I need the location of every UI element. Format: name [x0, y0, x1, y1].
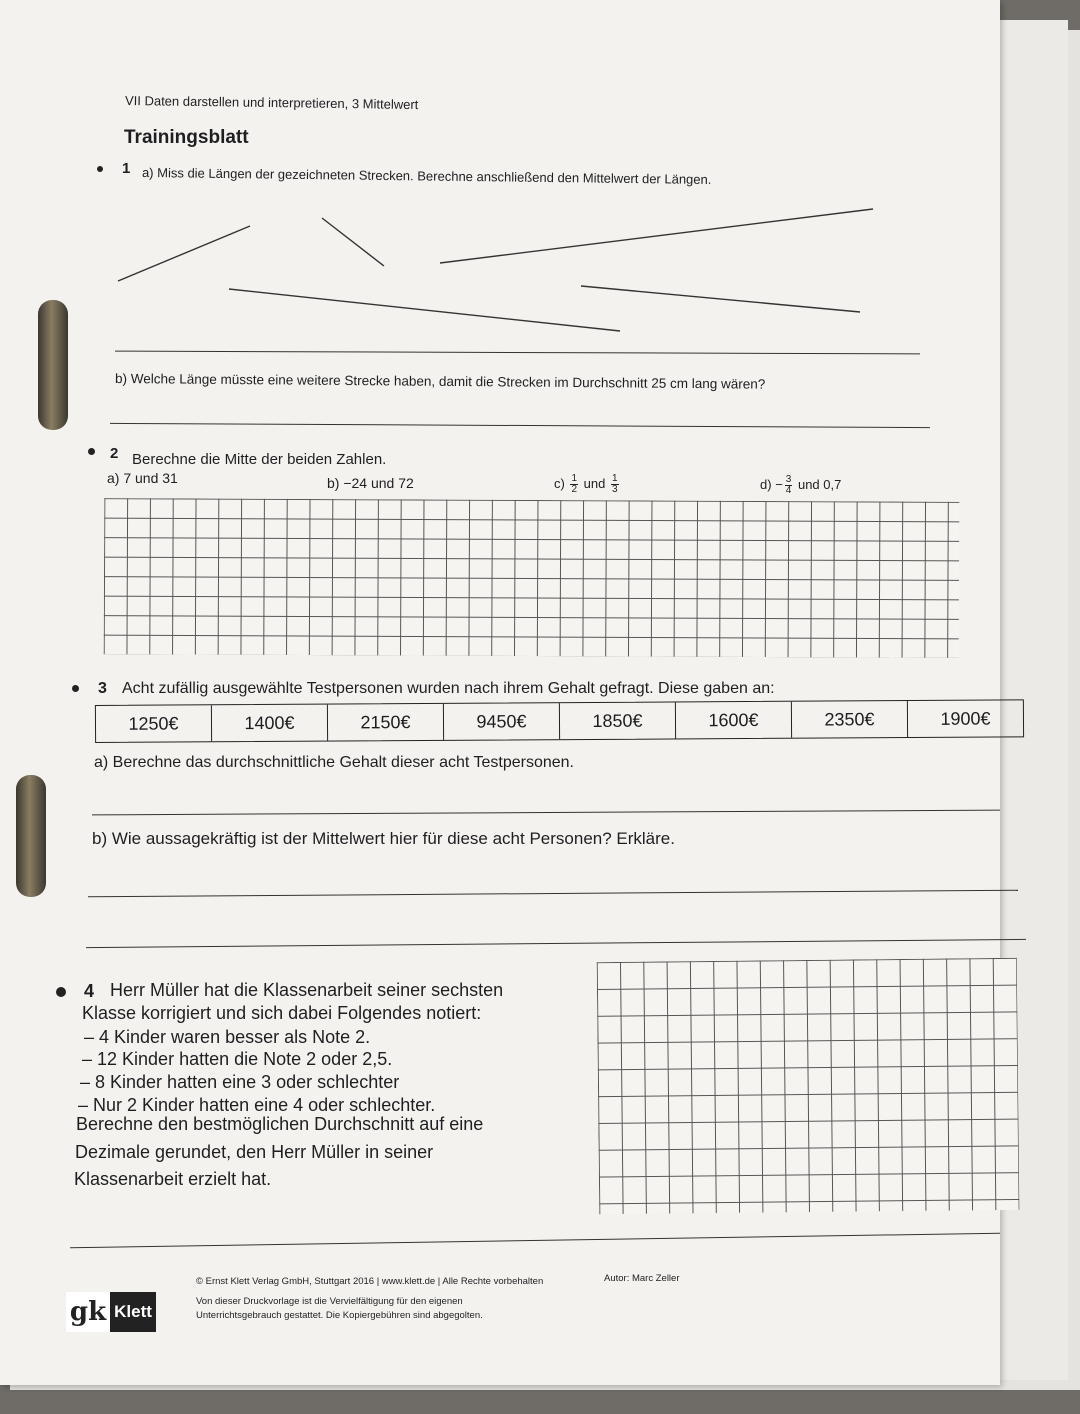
- segment-5: [581, 286, 860, 312]
- salary-cell: 2350€: [792, 701, 908, 738]
- chapter-heading: VII Daten darstellen und interpretieren, 3 Mittelwert: [124, 92, 419, 113]
- salary-cell: 2150€: [328, 704, 444, 741]
- salary-cell: 1850€: [560, 702, 676, 739]
- denominator: 2: [571, 484, 578, 495]
- denominator: 3: [611, 484, 618, 495]
- answer-line[interactable]: [92, 810, 1000, 816]
- task1-number: 1: [122, 160, 131, 177]
- task4-line: Herr Müller hat die Klassenarbeit seiner sechsten: [110, 980, 504, 1000]
- salary-cell: 1900€: [940, 708, 991, 729]
- segment-4: [229, 289, 620, 331]
- salary-cell: 9450€: [444, 703, 560, 740]
- task4-line: Berechne den bestmöglichen Durchschnitt auf eine: [76, 1114, 484, 1134]
- task4-line: Klasse korrigiert und sich dabei Folgendes notiert:: [82, 1003, 482, 1023]
- answer-grid[interactable]: [597, 958, 1020, 1214]
- segment-3: [440, 209, 873, 263]
- klett-logo-word: Klett: [110, 1292, 156, 1332]
- difficulty-dot: [88, 448, 95, 455]
- salary-cell: 1400€: [212, 705, 328, 742]
- numerator: 3: [785, 474, 792, 485]
- task2-prompt: Berechne die Mitte der beiden Zahlen.: [132, 451, 387, 468]
- task2-c: [554, 474, 621, 495]
- difficulty-dot: [72, 685, 79, 692]
- page-title: Trainingsblatt: [124, 127, 249, 148]
- answer-line[interactable]: [86, 939, 1026, 948]
- footer-author: Autor: Marc Zeller: [604, 1273, 680, 1284]
- task4-line: – 8 Kinder hatten eine 3 oder schlechter: [80, 1072, 400, 1092]
- task3-part-a: a) Berechne das durchschnittliche Gehalt dieser acht Testpersonen.: [94, 754, 574, 771]
- answer-grid[interactable]: [104, 498, 960, 658]
- task4-line: Dezimale gerundet, den Herr Müller in seiner: [75, 1142, 434, 1162]
- task1-part-b: b) Welche Länge müsste eine weitere Strecke haben, damit die Strecken im Durchschnitt 25 cm lang wären?: [114, 371, 766, 392]
- footer-line3: Unterrichtsgebrauch gestattet. Die Kopiergebühren sind abgegolten.: [196, 1310, 483, 1321]
- numerator: 1: [611, 473, 618, 484]
- fraction: [570, 474, 578, 495]
- task2-c-label: c): [554, 475, 565, 491]
- task2-a: a) 7 und 31: [107, 470, 178, 486]
- segment-1: [118, 226, 250, 281]
- salary-cell: 1250€: [96, 705, 212, 742]
- task2-c-and: und: [583, 475, 606, 491]
- salary-table: [95, 699, 1024, 743]
- task3-part-b: b) Wie aussagekräftig ist der Mittelwert hier für diese acht Personen? Erkläre.: [92, 829, 675, 848]
- denominator: 4: [785, 485, 792, 496]
- difficulty-dot: [56, 987, 66, 997]
- task4-line: – Nur 2 Kinder hatten eine 4 oder schlechter.: [78, 1095, 436, 1115]
- answer-line[interactable]: [70, 1233, 1000, 1249]
- klett-logo: [66, 1292, 156, 1332]
- task2-d-sign: −: [775, 476, 783, 492]
- numerator: 1: [571, 473, 578, 484]
- salary-cell: 1600€: [676, 702, 792, 739]
- klett-logo-mark: gk: [66, 1292, 110, 1332]
- segment-2: [322, 218, 384, 266]
- task3-prompt: Acht zufällig ausgewählte Testpersonen wurden nach ihrem Gehalt gefragt. Diese gaben an:: [122, 680, 775, 697]
- task2-number: 2: [110, 445, 119, 462]
- fraction: [785, 475, 793, 496]
- answer-line[interactable]: [110, 423, 930, 428]
- task1-part-a: a) Miss die Längen der gezeichneten Strecken. Berechne anschließend den Mittelwert der Längen.: [141, 165, 712, 187]
- task2-d: [760, 475, 841, 496]
- footer-line2: Von dieser Druckvorlage ist die Vervielfältigung für den eigenen: [196, 1296, 463, 1307]
- fraction: [611, 474, 619, 495]
- task3-number: 3: [98, 680, 107, 697]
- answer-line[interactable]: [88, 890, 1018, 897]
- task4-line: – 12 Kinder hatten die Note 2 oder 2,5.: [82, 1049, 393, 1069]
- task2-b: b) −24 und 72: [327, 475, 414, 491]
- task4-line: – 4 Kinder waren besser als Note 2.: [84, 1027, 371, 1047]
- task4-number: 4: [84, 981, 95, 1001]
- binder-ring-bottom: [16, 775, 46, 897]
- line-segments: [0, 0, 1000, 360]
- task4-line: Klassenarbeit erzielt hat.: [74, 1169, 272, 1189]
- task2-d-rest: und 0,7: [797, 476, 842, 492]
- task2-d-label: d): [760, 476, 772, 492]
- footer-copyright: © Ernst Klett Verlag GmbH, Stuttgart 2016 | www.klett.de | Alle Rechte vorbehalten: [196, 1276, 544, 1287]
